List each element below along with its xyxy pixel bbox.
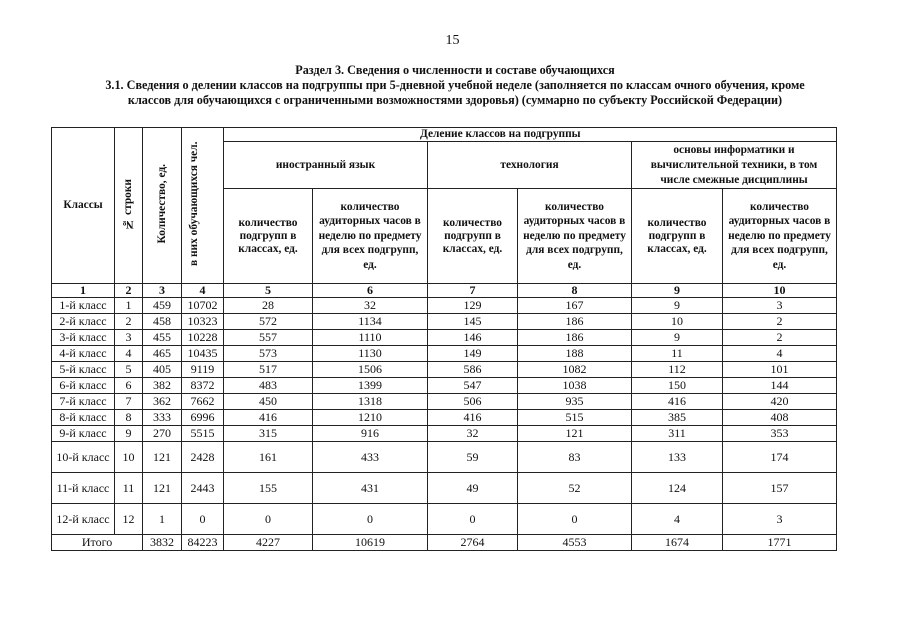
subsection-title <box>40 78 870 108</box>
header-group-foreign-language: иностранный язык <box>224 142 428 189</box>
table-row <box>52 378 837 394</box>
cell-c6: 1134 <box>313 314 428 330</box>
table-row <box>52 362 837 378</box>
cell-students: 7662 <box>182 394 224 410</box>
cell-c5: 155 <box>224 473 313 504</box>
header-students-text: в них обучающихся чел. <box>187 141 200 267</box>
cell-c8: 52 <box>518 473 632 504</box>
header-col10: количество аудиторных часов в неделю по предмету для всех подгрупп, ед. <box>723 189 837 284</box>
cell-c5: 557 <box>224 330 313 346</box>
cell-c6: 1210 <box>313 410 428 426</box>
column-number: 6 <box>313 284 428 298</box>
cell-count: 270 <box>143 426 182 442</box>
cell-c5: 450 <box>224 394 313 410</box>
subgroups-table <box>51 127 837 551</box>
cell-c7: 0 <box>428 504 518 535</box>
table-row <box>52 394 837 410</box>
cell-c7: 32 <box>428 426 518 442</box>
cell-c10: 408 <box>723 410 837 426</box>
cell-c6: 433 <box>313 442 428 473</box>
cell-c7: 547 <box>428 378 518 394</box>
cell-c10: 2 <box>723 314 837 330</box>
header-col8: количество аудиторных часов в неделю по предмету для всех подгрупп, ед. <box>518 189 632 284</box>
cell-c8: 1082 <box>518 362 632 378</box>
cell-students: 2443 <box>182 473 224 504</box>
cell-c9: 9 <box>632 298 723 314</box>
table-row <box>52 442 837 473</box>
cell-c6: 1130 <box>313 346 428 362</box>
cell-class: 9-й класс <box>52 426 115 442</box>
cell-count: 382 <box>143 378 182 394</box>
table-row <box>52 330 837 346</box>
cell-class: 7-й класс <box>52 394 115 410</box>
cell-count: 3832 <box>143 535 182 551</box>
column-number: 4 <box>182 284 224 298</box>
column-number: 5 <box>224 284 313 298</box>
cell-count: 333 <box>143 410 182 426</box>
cell-c9: 124 <box>632 473 723 504</box>
cell-c7: 145 <box>428 314 518 330</box>
column-number: 10 <box>723 284 837 298</box>
cell-row-no: 8 <box>115 410 143 426</box>
header-col7: количество подгрупп в классах, ед. <box>428 189 518 284</box>
cell-c7: 416 <box>428 410 518 426</box>
cell-students: 84223 <box>182 535 224 551</box>
cell-students: 10702 <box>182 298 224 314</box>
cell-row-no: 3 <box>115 330 143 346</box>
column-number: 3 <box>143 284 182 298</box>
cell-c7: 59 <box>428 442 518 473</box>
cell-c10: 174 <box>723 442 837 473</box>
cell-c10: 353 <box>723 426 837 442</box>
table-row <box>52 346 837 362</box>
header-col9: количество подгрупп в классах, ед. <box>632 189 723 284</box>
subsection-title-line-1: 3.1. Сведения о делении классов на подгруппы при 5-дневной учебной неделе (заполняется по классам очного обучения, кроме <box>105 78 805 92</box>
cell-row-no: 7 <box>115 394 143 410</box>
cell-c5: 0 <box>224 504 313 535</box>
column-number: 8 <box>518 284 632 298</box>
cell-row-no: 10 <box>115 442 143 473</box>
cell-c10: 144 <box>723 378 837 394</box>
table-row <box>52 410 837 426</box>
cell-count: 459 <box>143 298 182 314</box>
cell-students: 9119 <box>182 362 224 378</box>
cell-c10: 2 <box>723 330 837 346</box>
cell-count: 121 <box>143 473 182 504</box>
header-classes: Классы <box>52 128 115 284</box>
cell-c10: 157 <box>723 473 837 504</box>
header-division: Деление классов на подгруппы <box>224 128 837 142</box>
header-group-informatics: основы информатики и вычислительной техники, в том числе смежные дисциплины <box>632 142 837 189</box>
cell-class: 6-й класс <box>52 378 115 394</box>
header-col5: количество подгрупп в классах, ед. <box>224 189 313 284</box>
cell-row-no: 11 <box>115 473 143 504</box>
cell-c6: 1399 <box>313 378 428 394</box>
cell-c6: 10619 <box>313 535 428 551</box>
cell-c9: 112 <box>632 362 723 378</box>
cell-c9: 133 <box>632 442 723 473</box>
cell-students: 8372 <box>182 378 224 394</box>
cell-students: 0 <box>182 504 224 535</box>
header-row-no <box>115 128 143 284</box>
cell-students: 6996 <box>182 410 224 426</box>
cell-row-no: 6 <box>115 378 143 394</box>
cell-c6: 1318 <box>313 394 428 410</box>
cell-c7: 146 <box>428 330 518 346</box>
column-number: 7 <box>428 284 518 298</box>
cell-count: 362 <box>143 394 182 410</box>
cell-c8: 935 <box>518 394 632 410</box>
cell-c8: 4553 <box>518 535 632 551</box>
cell-c6: 0 <box>313 504 428 535</box>
cell-c7: 129 <box>428 298 518 314</box>
cell-row-no: 2 <box>115 314 143 330</box>
cell-c6: 32 <box>313 298 428 314</box>
cell-c5: 4227 <box>224 535 313 551</box>
cell-c8: 186 <box>518 314 632 330</box>
cell-c5: 28 <box>224 298 313 314</box>
cell-c9: 150 <box>632 378 723 394</box>
cell-count: 455 <box>143 330 182 346</box>
column-numbers-row <box>52 284 837 298</box>
cell-c10: 3 <box>723 504 837 535</box>
cell-class: 2-й класс <box>52 314 115 330</box>
table-row <box>52 473 837 504</box>
column-number: 2 <box>115 284 143 298</box>
cell-row-no: 12 <box>115 504 143 535</box>
cell-class: 4-й класс <box>52 346 115 362</box>
table-row <box>52 314 837 330</box>
cell-c7: 2764 <box>428 535 518 551</box>
cell-c9: 11 <box>632 346 723 362</box>
cell-c5: 315 <box>224 426 313 442</box>
cell-c7: 586 <box>428 362 518 378</box>
cell-class: 11-й класс <box>52 473 115 504</box>
cell-count: 465 <box>143 346 182 362</box>
cell-c7: 506 <box>428 394 518 410</box>
cell-c9: 10 <box>632 314 723 330</box>
table-row <box>52 426 837 442</box>
column-number: 1 <box>52 284 115 298</box>
header-students <box>182 128 224 284</box>
cell-c10: 1771 <box>723 535 837 551</box>
cell-c8: 121 <box>518 426 632 442</box>
cell-students: 5515 <box>182 426 224 442</box>
cell-c7: 149 <box>428 346 518 362</box>
cell-row-no: 1 <box>115 298 143 314</box>
cell-c6: 916 <box>313 426 428 442</box>
cell-c8: 83 <box>518 442 632 473</box>
cell-c10: 4 <box>723 346 837 362</box>
cell-students: 10435 <box>182 346 224 362</box>
cell-row-no: 9 <box>115 426 143 442</box>
cell-c9: 1674 <box>632 535 723 551</box>
total-row <box>52 535 837 551</box>
subsection-title-line-2: классов для обучающихся с ограниченными возможностями здоровья) (суммарно по субъекту Российской Федерации) <box>127 93 783 107</box>
cell-class: 8-й класс <box>52 410 115 426</box>
table-row <box>52 504 837 535</box>
cell-count: 121 <box>143 442 182 473</box>
cell-c8: 167 <box>518 298 632 314</box>
cell-class: 5-й класс <box>52 362 115 378</box>
cell-count: 405 <box>143 362 182 378</box>
cell-class: 1-й класс <box>52 298 115 314</box>
header-row-no-text: № строки <box>122 178 134 230</box>
cell-c8: 515 <box>518 410 632 426</box>
cell-c6: 431 <box>313 473 428 504</box>
cell-c5: 161 <box>224 442 313 473</box>
cell-c6: 1506 <box>313 362 428 378</box>
table-row <box>52 298 837 314</box>
cell-c10: 3 <box>723 298 837 314</box>
cell-total-label: Итого <box>52 535 143 551</box>
page-number: 15 <box>445 33 460 48</box>
cell-c9: 4 <box>632 504 723 535</box>
cell-class: 10-й класс <box>52 442 115 473</box>
cell-c9: 416 <box>632 394 723 410</box>
cell-count: 1 <box>143 504 182 535</box>
cell-c6: 1110 <box>313 330 428 346</box>
cell-students: 10228 <box>182 330 224 346</box>
cell-c8: 186 <box>518 330 632 346</box>
header-count-text: Количество, ед. <box>155 164 168 244</box>
column-number: 9 <box>632 284 723 298</box>
cell-c7: 49 <box>428 473 518 504</box>
cell-class: 3-й класс <box>52 330 115 346</box>
cell-c10: 101 <box>723 362 837 378</box>
cell-c10: 420 <box>723 394 837 410</box>
cell-c5: 416 <box>224 410 313 426</box>
cell-students: 2428 <box>182 442 224 473</box>
header-group-technology: технология <box>428 142 632 189</box>
cell-row-no: 5 <box>115 362 143 378</box>
cell-c9: 311 <box>632 426 723 442</box>
cell-c5: 572 <box>224 314 313 330</box>
cell-c8: 0 <box>518 504 632 535</box>
cell-row-no: 4 <box>115 346 143 362</box>
header-count <box>143 128 182 284</box>
cell-class: 12-й класс <box>52 504 115 535</box>
header-col6: количество аудиторных часов в неделю по предмету для всех подгрупп, ед. <box>313 189 428 284</box>
cell-c8: 1038 <box>518 378 632 394</box>
cell-students: 10323 <box>182 314 224 330</box>
cell-c5: 573 <box>224 346 313 362</box>
cell-c9: 385 <box>632 410 723 426</box>
cell-c5: 517 <box>224 362 313 378</box>
cell-c8: 188 <box>518 346 632 362</box>
section-title: Раздел 3. Сведения о численности и составе обучающихся <box>295 63 615 77</box>
cell-c5: 483 <box>224 378 313 394</box>
cell-c9: 9 <box>632 330 723 346</box>
cell-count: 458 <box>143 314 182 330</box>
